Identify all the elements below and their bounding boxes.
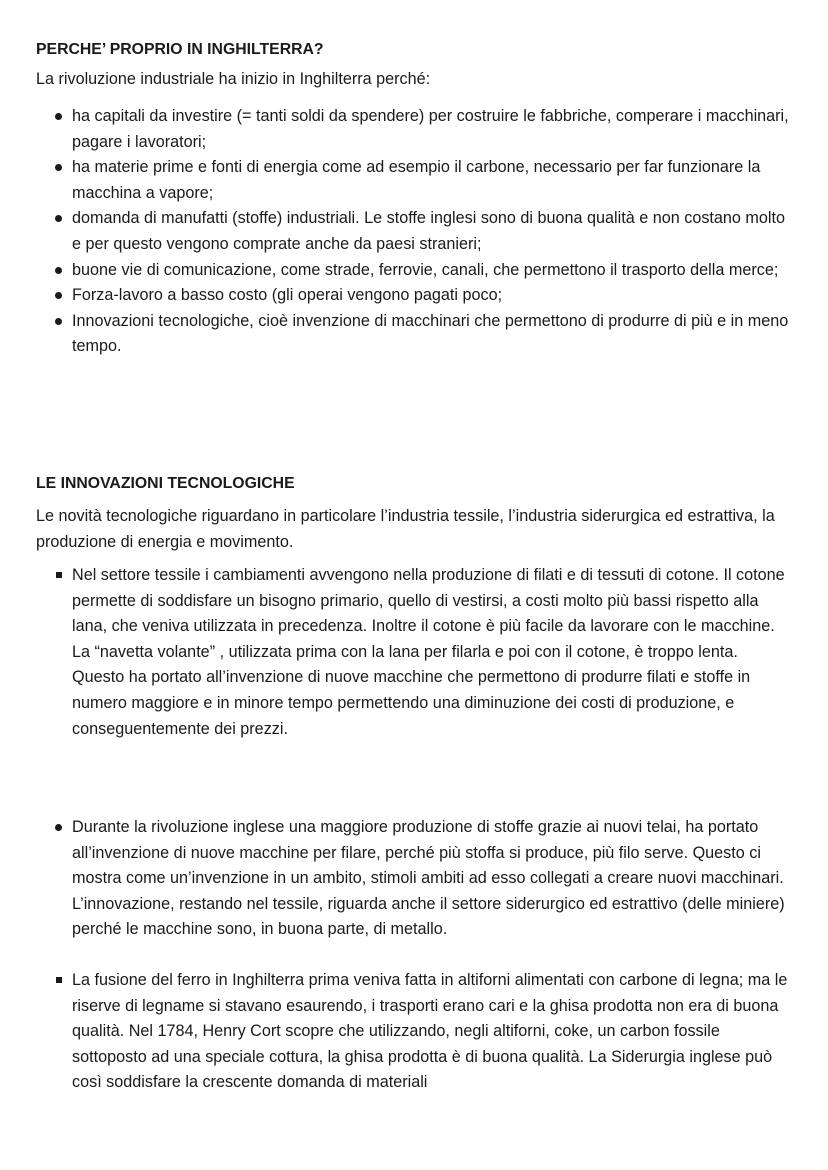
- list-item-text: Innovazioni tecnologiche, cioè invenzione di macchinari che permettono di produrre di più e in meno tempo.: [72, 311, 789, 356]
- intro-innovations: Le novità tecnologiche riguardano in particolare l’industria tessile, l’industria siderurgica ed estrattiva, la produzione di energia e movimento.: [36, 507, 775, 551]
- list-item: [0, 258, 792, 284]
- list-item: [0, 206, 792, 257]
- innovations-list-iron: [0, 968, 800, 1096]
- heading-why-england: PERCHE’ PROPRIO IN INGHILTERRA?: [36, 41, 324, 58]
- list-item-text: Nel settore tessile i cambiamenti avvengono nella produzione di filati e di tessuti di cotone. Il cotone permette di soddisfare un bisogno primario, quello di vestirsi, a costi molto più bassi rispetto alla lana, che veniva utilizzata in precedenza. Inoltre il cotone è più facile da lavorare con le macchine. La “navetta volante” , utilizzata prima con la lana per filarla e poi con il cotone, è troppo lenta. Questo ha portato all’invenzione di nuove macchine che permettono di produrre filati e stoffe in numero maggiore e in minore tempo permettendo una diminuzione dei costi di produzione, e conseguentemente dei prezzi.: [72, 566, 785, 738]
- list-item: [0, 309, 792, 360]
- list-item-text: ha capitali da investire (= tanti soldi da spendere) per costruire le fabbriche, comperare i macchinari, pagare i lavoratori;: [72, 107, 789, 151]
- list-item-text: buone vie di comunicazione, come strade, ferrovie, canali, che permettono il trasporto della merce;: [72, 260, 779, 279]
- intro-why-england: La rivoluzione industriale ha inizio in Inghilterra perché:: [36, 70, 431, 88]
- list-item: [0, 815, 792, 943]
- list-item-text: La fusione del ferro in Inghilterra prima veniva fatta in altiforni alimentati con carbone di legna; ma le riserve di legname si stavano esaurendo, i trasporti erano cari e la ghisa prodotta non era di buona qualità. Nel 1784, Henry Cort scopre che utilizzando, negli altiforni, coke, un carbon fossile sottoposto ad una speciale cottura, la ghisa prodotta è di buona qualità. La Siderurgia inglese può così soddisfare la crescente domanda di materiali: [72, 971, 788, 1092]
- list-item: [0, 968, 792, 1096]
- reasons-list: [0, 104, 800, 360]
- innovations-list-textile: [0, 563, 800, 742]
- list-item-text: Forza-lavoro a basso costo (gli operai vengono pagati poco;: [72, 286, 503, 305]
- innovations-list-revolution: [0, 815, 800, 943]
- heading-innovations: LE INNOVAZIONI TECNOLOGICHE: [36, 475, 295, 492]
- list-item-text: ha materie prime e fonti di energia come ad esempio il carbone, necessario per far funzionare la macchina a vapore;: [72, 158, 761, 202]
- list-item: [0, 563, 792, 742]
- list-item-text: Durante la rivoluzione inglese una maggiore produzione di stoffe grazie ai nuovi telai, ha portato all’invenzione di nuove macchine per filare, perché più stoffa si produce, più filo serve. Questo ci mostra come un’invenzione in un ambito, stimoli ambiti ad esso collegati a creare nuovi macchinari. L’innovazione, restando nel tessile, riguarda anche il settore siderurgico ed estrattivo (delle miniere) perché le macchine sono, in buona parte, di metallo.: [72, 818, 785, 939]
- list-item: [0, 155, 792, 206]
- list-item: [0, 283, 792, 309]
- list-item: [0, 104, 792, 155]
- list-item-text: domanda di manufatti (stoffe) industriali. Le stoffe inglesi sono di buona qualità e non costano molto e per questo vengono comprate anche da paesi stranieri;: [72, 209, 786, 253]
